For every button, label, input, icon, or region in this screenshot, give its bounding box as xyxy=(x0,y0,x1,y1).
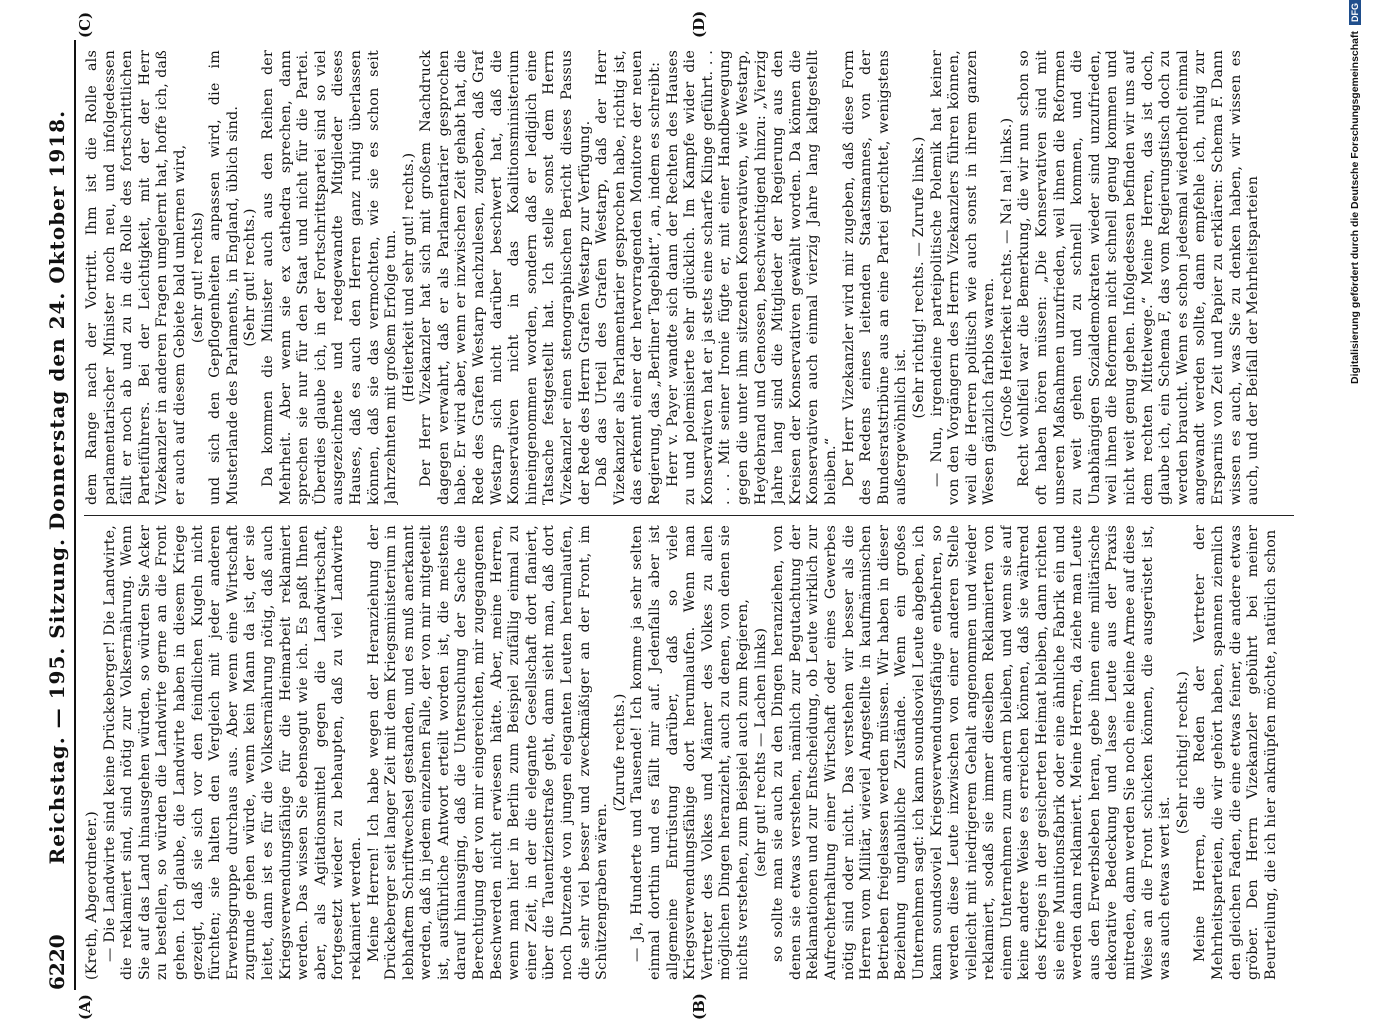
paragraph: Daß das Urteil des Grafen Westarp, daß der Herr Vizekanzler als Parlamentarier gesprochen habe, richtig ist, das erkennt einer der hervorragenden Monitore der neuen Regierung, das „Berliner Tageblatt“, an, indem es schreibt: xyxy=(594,50,663,505)
interjection: (sehr gut! rechts) xyxy=(189,211,206,344)
interjection: (sehr gut! rechts — Lachen links) xyxy=(752,627,769,878)
document-page xyxy=(40,10,1310,1020)
column-divider xyxy=(84,515,1294,516)
paragraph: so sollte man sie auch zu den Dingen heranziehen, von denen sie etwas verstehen, nämlich zur Begutachtung der Reklamationen und zur Entscheidung, ob Leute wirklich zur Aufrechterhaltung einer Wirtschaft oder eines Gewerbes nötig sind oder nicht. Das verstehen wir besser als die Herren vom Militär, wieviel Angestellte in kaufmännischen Betrieben freigelassen werden müssen. Wir haben in dieser Beziehung unglaubliche Zustände. Wenn ein großes Unternehmen sagt: ich kann soundsoviel Leute abgeben, ich kann soundsoviel Kriegsverwendungsfähige entbehren, so werden diese Leute inzwischen von einer anderen Stelle vielleicht mit niedrigerem Gehalt angenommen und wieder reklamiert, sodaß sie immer dieselben Reklamierten von einem Unternehmen zum andern bleiben, und wenn sie auf keine andere Weise es erreichen können, daß sie während des Krieges in der gesicherten Heimat bleiben, dann richten sie eine Munitionsfabrik oder eine ähnliche Fabrik ein und werden dann reklamiert. Meine Herren, da ziehe man Leute aus den Erwerbsleben heran, gebe ihnen eine militärische dekorative Bedeckung und lasse Leute aus der Praxis mitreden, dann werden Sie noch eine kleine Armee auf diese Weise an die Front schicken können, die ausgerüstet ist, was auch etwas wert ist. xyxy=(770,525,1174,980)
paragraph: — Die Landwirte sind keine Drückeberger! Die Landwirte, die reklamiert sind, sind nötig zur Volksernährung. Wenn Sie auf das Land hinausgehen würden, so würden Sie Acker zu bestellen, so würden die Landwirte gerne an die Front gehen. Ich glaube, die Landwirte haben in diesem Kriege gezeigt, daß sie sich vor den feindlichen Kugeln nicht fürchten; sie halten den Vergleich mit jeder anderen Erwerbsgruppe durchaus aus. Aber wenn eine Wirtschaft zugrunde gehen würde, wenn kein Mann da ist, der sie leitet, dann ist es für die Volksernährung nötig, daß auch Kriegsverwendungsfähige für die Heimarbeit reklamiert werden. Das wissen Sie ebensogut wie ich. Es paßt Ihnen aber, als Agitationsmittel gegen die Landwirtschaft, fortgesetzt wieder zu behaupten, daß zu viel Landwirte reklamiert werden. xyxy=(101,525,364,980)
paragraph: Der Herr Vizekanzler hat sich mit großem Nachdruck dagegen verwahrt, daß er als Parlamentarier gesprochen habe. Er wird aber, wenn er inzwischen Zeit gehabt hat, die Rede des Grafen Westarp nachzulesen, zugeben, daß Graf Westarp sich nicht darüber beschwert hat, daß die Konservativen nicht in das Koalitionsministerium hineingenommen worden, sondern daß er lediglich eine Tatsache festgestellt hat. Ich stelle sonst dem Herrn Vizekanzler einen stenographischen Bericht dieses Passus der Rede des Herrn Grafen Westarp zur Verfügung. xyxy=(418,50,593,505)
paragraph: Meine Herren! Ich habe wegen der Heranziehung der Drückeberger seit langer Zeit mit dem Kriegsministerium in lebhaftem Schriftwechsel gestanden, und es muß anerkannt werden, daß in jedem einzelnen Falle, der von mir mitgeteilt ist, ausführliche Antwort erteilt worden ist, die meistens darauf hinausging, daß die Untersuchung der Sache die Berechtigung der von mir eingereichten, mir zugegangenen Beschwerden nicht erwiesen hätte. Aber, meine Herren, wenn man hier in Berlin zum Beispiel zufällig einmal zu einer Zeit, in der die elegante Gesellschaft dort flaniert, über die Tauentzienstraße geht, dann sieht man, daß dort noch Dutzende von jungen eleganten Leuten herumlaufen, die sehr viel besser und zweckmäßiger an der Front, im Schützengraben wären. xyxy=(365,525,611,980)
paragraph: — Ja, Hunderte und Tausende! Ich komme ja sehr selten einmal dorthin und es fällt mir auf. Jedenfalls aber ist allgemeine Entrüstung darüber, daß so viele Kriegsverwendungsfähige dort herumlaufen. Wenn man Vertreter des Volkes und Männer des Volkes zu allen möglichen Dingen heranzieht, auch zu denen, von denen sie nichts verstehen, zum Beispiel auch zum Regieren, xyxy=(629,525,751,980)
left-column xyxy=(84,525,1299,980)
interjection: (Sehr richtig! rechts.) xyxy=(1174,670,1191,835)
page-number: 6220 xyxy=(45,934,69,990)
page-title: Reichstag. — 195. Sitzung. Donnerstag den 24. Oktober 1918. xyxy=(45,109,69,865)
paragraph: Herr v. Payer wandte sich dann der Rechten des Hauses zu und polemisierte sehr glücklich. Im Kampfe wider die Konservativen hat er ja stets eine scharfe Klinge geführt. . . . . . Mit seiner Ironie fügte er, mit einer Handbewegung gegen die unter ihm sitzenden Konservativen, wie Westarp, Heydebrand und Genossen, beschwichtigend hinzu: „Vierzig Jahre lang sind die Mitglieder der Regierung aus den Kreisen der Konservativen gewählt worden. Da können die Konservativen auch einmal vierzig Jahre lang kaltgestellt bleiben.“ xyxy=(664,50,839,505)
dfg-logo: DFG xyxy=(1349,0,1361,25)
margin-marker-a: (A) xyxy=(76,994,94,1020)
paragraph: Da kommen die Minister auch aus den Reihen der Mehrheit. Aber wenn sie ex cathedra sprechen, dann sprechen sie nur für den Staat und nicht für die Partei. Überdies glaube ich, in der Fortschrittspartei sind so viel ausgezeichnete und redegewandte Mitglieder dieses Hauses, daß es auch den Herren ganz ruhig überlassen können, daß sie das vermochten, wie sie es schon seit Jahrzehnten mit großem Erfolge tun. xyxy=(259,50,400,505)
margin-marker-b: (B) xyxy=(690,993,708,1020)
margin-marker-c: (C) xyxy=(76,11,94,38)
digitization-credit: Digitalisierung gefördert durch die Deutsche Forschungsgemeinschaft xyxy=(1349,31,1361,384)
paragraph: — Nun, irgendeine parteipolitische Polemik hat keiner von den Vorgängern des Herrn Vizekanzlers führen können, weil die Herren politisch wie auch sonst in ihrem ganzen Wesen gänzlich farblos waren. xyxy=(928,50,998,505)
paragraph: Meine Herren, die Reden der Vertreter der Mehrheitsparteien, die wir gehört haben, spannen ziemlich den gleichen Faden, die eine etwas feiner, die andere etwas gröber. Den Herrn Vizekanzler gebührt bei meiner Beurteilung, die ich hier anknüpfen möchte, natürlich schon xyxy=(1192,525,1279,980)
paragraph: Der Herr Vizekanzler wird mir zugeben, daß diese Form des Redens eines leitenden Staatsmannes, von der Bundesratstribüne aus an eine Partei gerichtet, wenigstens außergewöhnlich ist. xyxy=(840,50,910,505)
paragraph: und sich den Gepflogenheiten anpassen wird, die im Musterlande des Parlaments, in England, üblich sind. xyxy=(207,50,241,505)
footer xyxy=(1345,0,1375,1000)
right-column xyxy=(84,50,1299,505)
interjection: (Große Heiterkeit rechts. — Na! na! links.) xyxy=(998,117,1015,438)
interjection: (Zurufe rechts.) xyxy=(611,693,628,812)
interjection: (Heiterkeit und sehr gut! rechts.) xyxy=(400,152,417,403)
interjection: (Sehr gut! rechts.) xyxy=(242,208,259,347)
paragraph: (Kreth, Abgeordneter.) xyxy=(84,811,100,980)
page-header xyxy=(40,40,76,990)
margin-marker-d: (D) xyxy=(690,10,708,38)
interjection: (Sehr richtig! rechts. — Zurufe links.) xyxy=(910,136,927,419)
paragraph: dem Range nach der Vortritt. Ihm ist die Rolle als parlamentarischer Minister noch neu, und infolgedessen fällt er noch ab und zu in die Rolle des fortschrittlichen Parteiführers. Bei der Leichtigkeit, mit der der Herr Vizekanzler in anderen Fragen umgelernt hat, hoffe ich, daß er auch auf diesem Gebiete bald umlernen wird, xyxy=(84,50,188,505)
paragraph: Recht wohlfeil war die Bemerkung, die wir nun schon so oft haben hören müssen: „Die Konservativen sind mit unseren Maßnahmen unzufrieden, weil ihnen die Reformen zu weit gehen und zu schnell kommen, und die Unabhängigen Sozialdemokraten wieder sind unzufrieden, weil ihnen die Reformen nicht schnell genug kommen und nicht weit genug gehen. Infolgedessen befinden wir uns auf dem rechten Mittelwege.“ Meine Herren, das ist doch, glaube ich, ein Schema F, das vom Regierungstisch doch zu werden braucht. Wenn es schon jedesmal wiederholt einmal angewandt werden sollte, dann empfehle ich, ruhig zur Ersparnis von Zeit und Papier zu erklären: Schema F. Dann wissen es auch, was Sie zu denken haben, wir wissen es auch, und der Beifall der Mehrheitsparteien xyxy=(1016,50,1262,505)
